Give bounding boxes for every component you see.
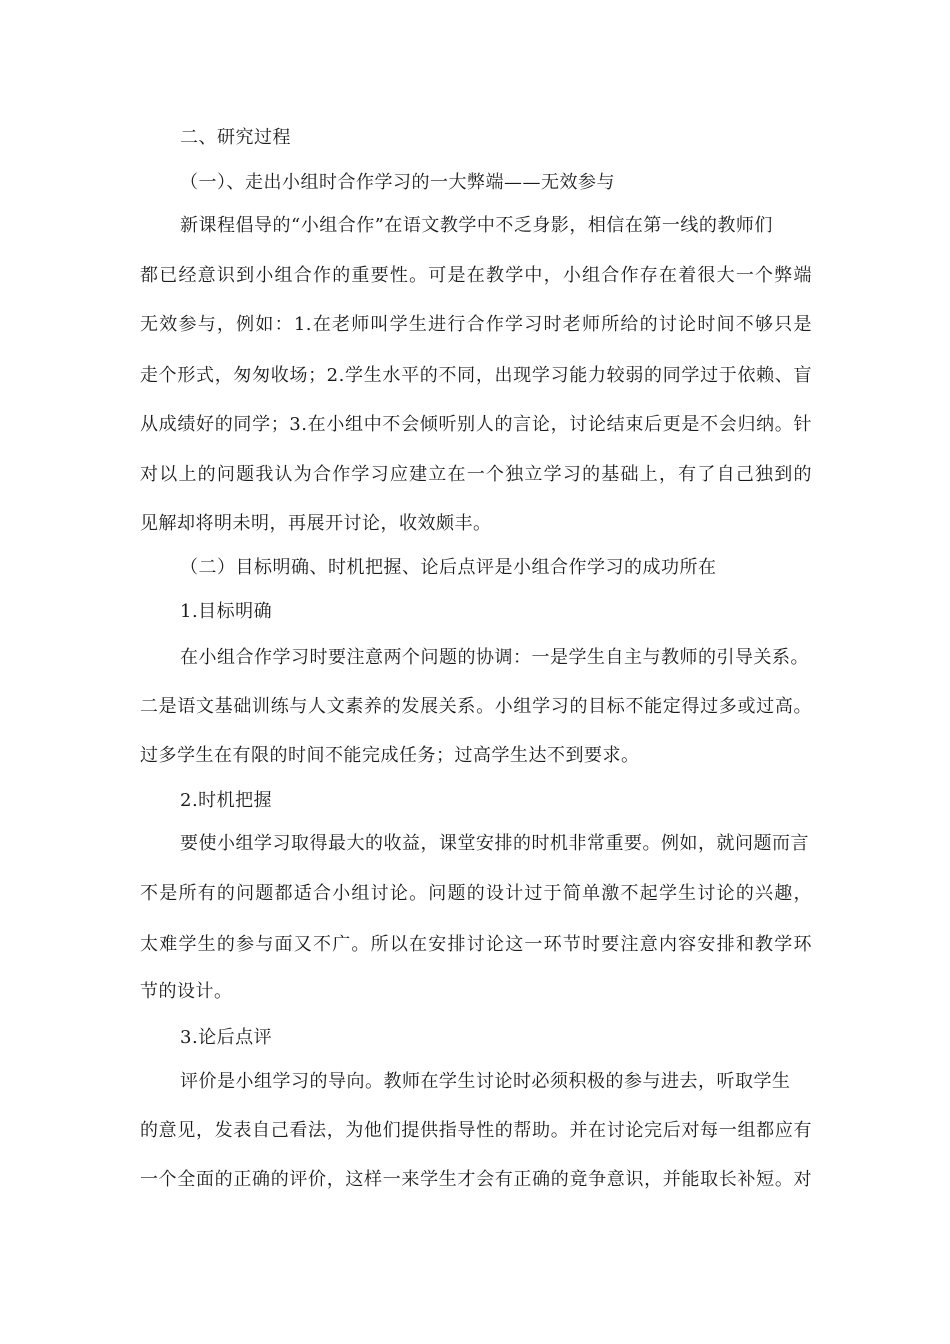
item-heading: 2.时机把握 [180, 790, 273, 811]
paragraph-line: 见解却将明未明，再展开讨论，收效颇丰。 [140, 513, 492, 534]
paragraph-line: 都已经意识到小组合作的重要性。可是在教学中，小组合作存在着很大一个弊端 [140, 265, 812, 286]
paragraph-line: 的意见，发表自己看法，为他们提供指导性的帮助。并在讨论完后对每一组都应有 [140, 1120, 812, 1141]
subsection-heading: （二）目标明确、时机把握、论后点评是小组合作学习的成功所在 [180, 557, 717, 578]
paragraph-line: 在小组合作学习时要注意两个问题的协调：一是学生自主与教师的引导关系。 [180, 647, 809, 668]
paragraph-line: 走个形式，匆匆收场；2.学生水平的不同，出现学习能力较弱的同学过于依赖、盲 [140, 365, 812, 386]
paragraph-line: 一个全面的正确的评价，这样一来学生才会有正确的竟争意识，并能取长补短。对 [140, 1169, 812, 1190]
paragraph-line: 无效参与，例如：1.在老师叫学生进行合作学习时老师所给的讨论时间不够只是 [140, 314, 812, 335]
paragraph-line: 太难学生的参与面又不广。所以在安排讨论这一环节时要注意内容安排和教学环 [140, 934, 812, 955]
paragraph-line: 从成绩好的同学；3.在小组中不会倾听别人的言论，讨论结束后更是不会归纳。针 [140, 414, 812, 435]
item-heading: 3.论后点评 [180, 1027, 273, 1048]
paragraph-line: 二是语文基础训练与人文素养的发展关系。小组学习的目标不能定得过多或过高。 [140, 696, 812, 717]
subsection-heading: （一）、走出小组时合作学习的一大弊端——无效参与 [180, 172, 615, 193]
paragraph-line: 过多学生在有限的时间不能完成任务；过高学生达不到要求。 [140, 745, 640, 766]
item-heading: 1.目标明确 [180, 601, 273, 622]
paragraph-line: 评价是小组学习的导向。教师在学生讨论时必须积极的参与进去，听取学生 [180, 1071, 791, 1092]
paragraph-line: 不是所有的问题都适合小组讨论。问题的设计过于简单激不起学生讨论的兴趣， [140, 883, 812, 904]
paragraph-line: 新课程倡导的“小组合作”在语文教学中不乏身影，相信在第一线的教师们 [180, 215, 773, 236]
section-heading: 二、研究过程 [180, 127, 291, 148]
paragraph-line: 对以上的问题我认为合作学习应建立在一个独立学习的基础上，有了自己独到的 [140, 464, 812, 485]
paragraph-line: 要使小组学习取得最大的收益，课堂安排的时机非常重要。例如，就问题而言 [180, 833, 809, 854]
paragraph-line: 节的设计。 [140, 981, 233, 1002]
